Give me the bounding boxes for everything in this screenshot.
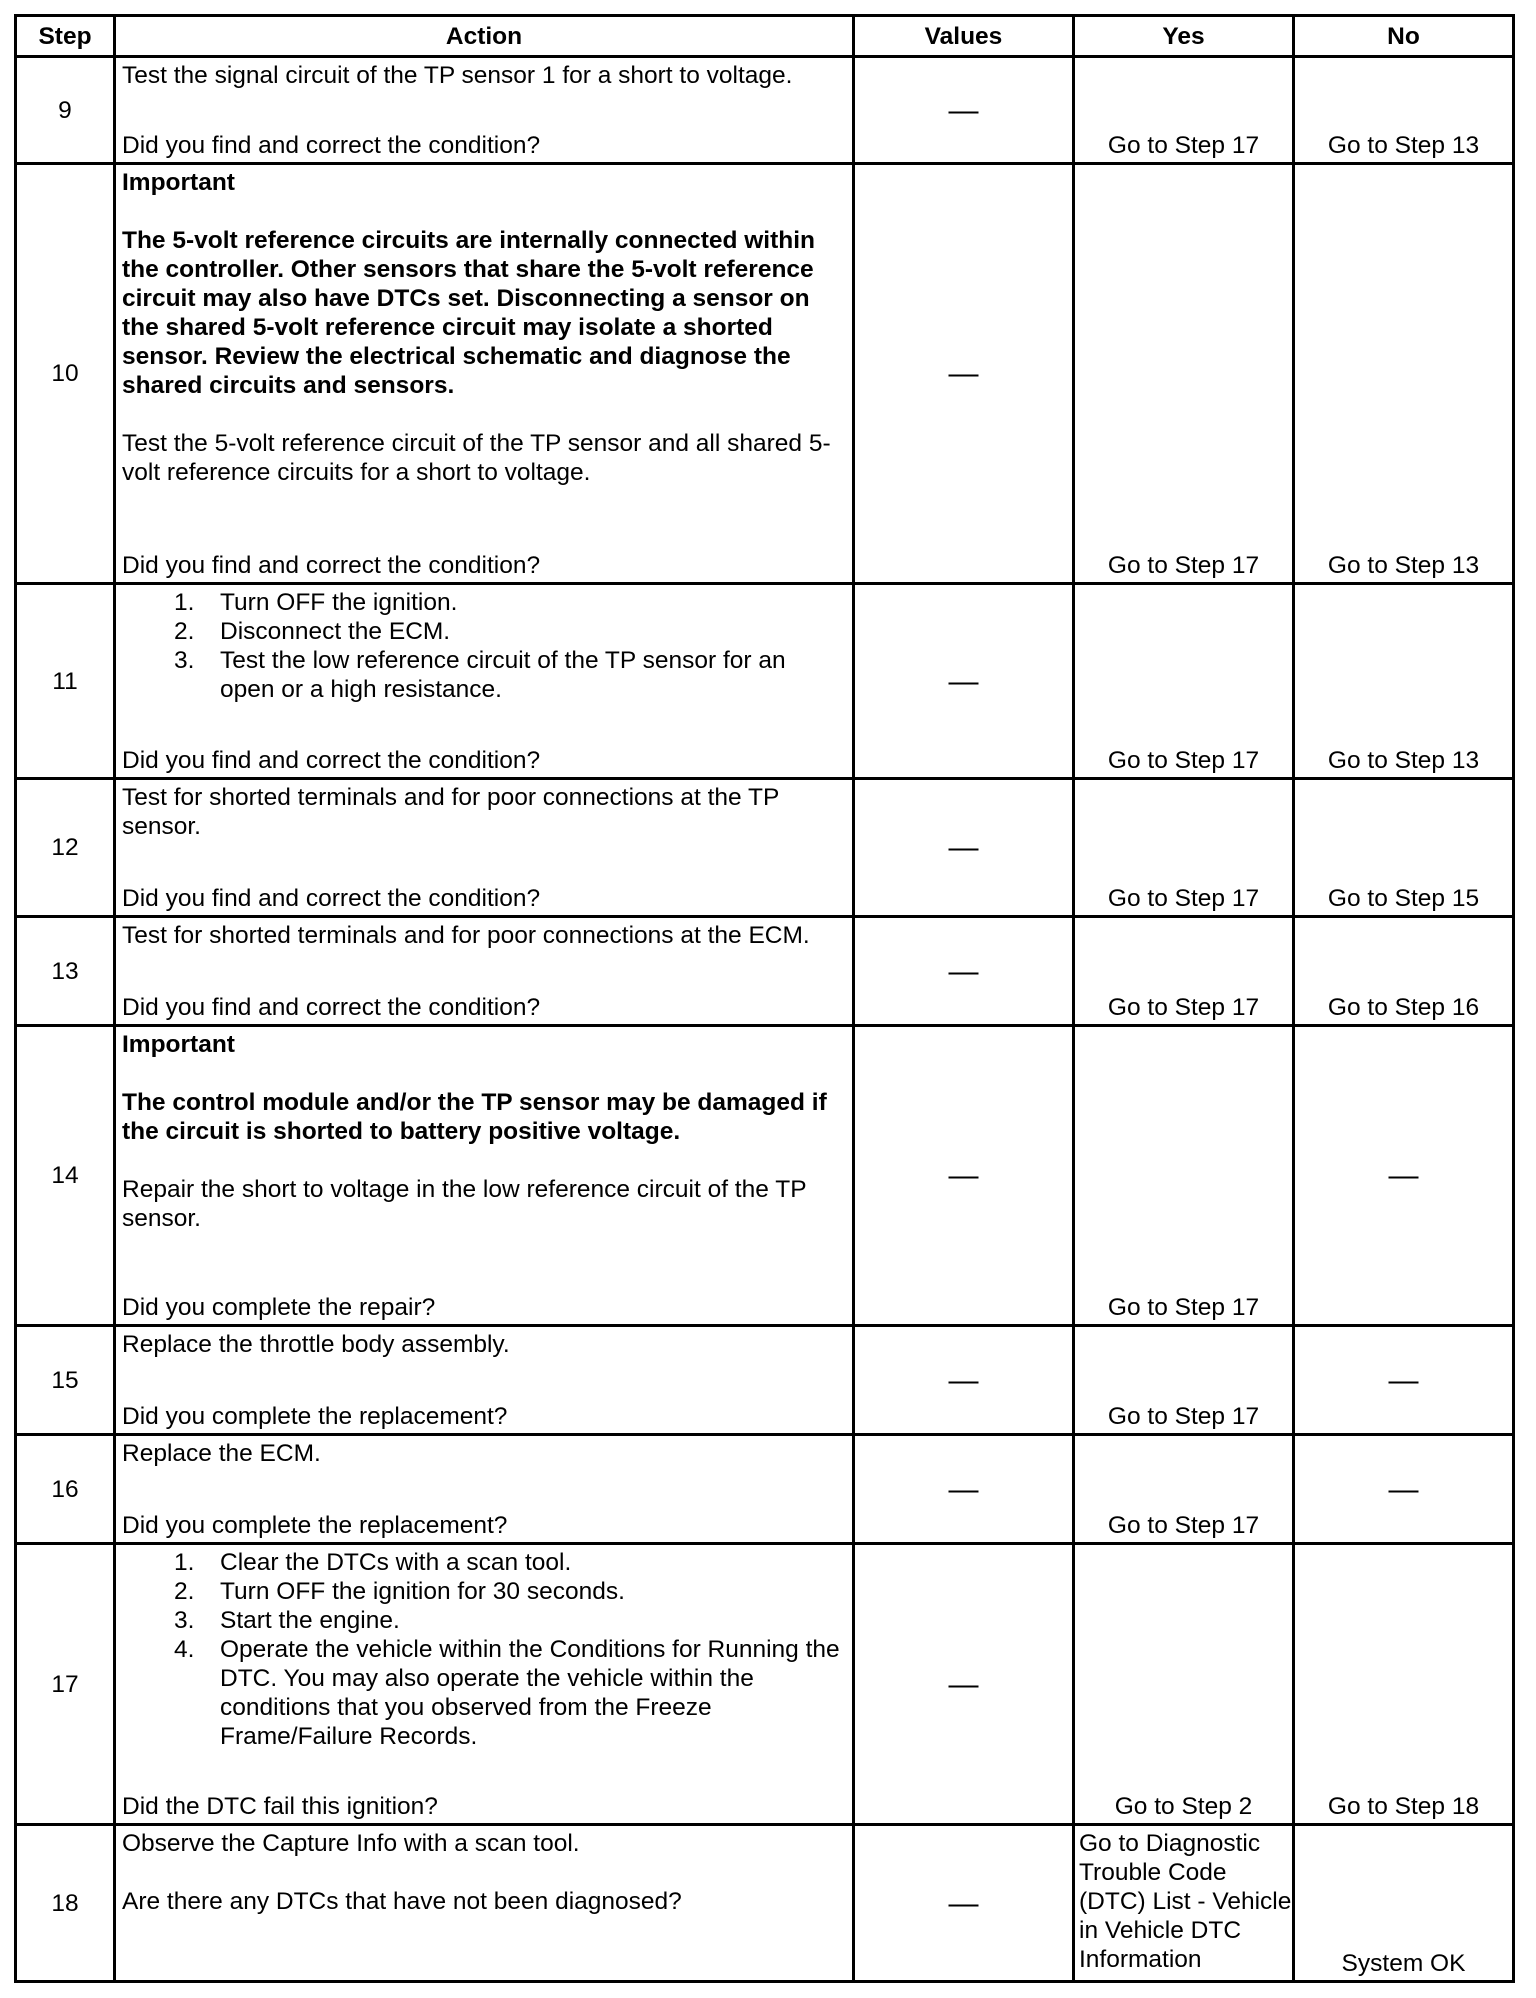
step-number: 13	[16, 917, 115, 1026]
important-note: The control module and/or the TP sensor may be damaged if the circuit is shorted to battery positive voltage.	[122, 1089, 827, 1145]
values-cell: —	[854, 164, 1074, 584]
yes-link[interactable]: Go to Step 2	[1114, 1793, 1253, 1820]
list-item: 1. Turn OFF the ignition.	[174, 589, 458, 616]
step-number: 10	[16, 164, 115, 584]
yes-cell	[1074, 1825, 1294, 1982]
no-result: System OK	[1341, 1950, 1466, 1977]
step-number: 14	[16, 1026, 115, 1326]
header-row	[16, 16, 1514, 57]
diagnostic-table	[14, 14, 1515, 1983]
action-cell	[115, 164, 854, 584]
yes-link[interactable]: Go to Step 17	[1107, 1294, 1260, 1321]
yes-link[interactable]: Go to Step 17	[1107, 1403, 1260, 1430]
no-cell	[1294, 584, 1514, 779]
no-cell: —	[1294, 1026, 1514, 1326]
yes-link[interactable]: Go to Step 17	[1107, 132, 1260, 159]
yes-cell	[1074, 1326, 1294, 1435]
header-values: Values	[854, 16, 1074, 57]
action-question: Did you find and correct the condition?	[122, 552, 541, 579]
action-steps-list	[122, 585, 846, 704]
yes-cell	[1074, 1026, 1294, 1326]
yes-link[interactable]: Go to Step 17	[1107, 885, 1260, 912]
list-item: 1. Clear the DTCs with a scan tool.	[174, 1549, 572, 1576]
action-cell	[115, 1026, 854, 1326]
table-row	[16, 57, 1514, 164]
action-cell	[115, 779, 854, 917]
no-cell	[1294, 1825, 1514, 1982]
action-cell	[115, 1435, 854, 1544]
header-step: Step	[16, 16, 115, 57]
yes-cell	[1074, 57, 1294, 164]
table-row	[16, 917, 1514, 1026]
important-note: The 5-volt reference circuits are internally connected within the controller. Other sensors that share the 5-volt reference circuit may also have DTCs set. Disconnecting a sensor on the shared 5-volt reference circuit may isolate a shorted sensor. Review the electrical schematic and diagnose the shared circuits and sensors.	[122, 227, 816, 399]
no-cell	[1294, 164, 1514, 584]
step-number: 16	[16, 1435, 115, 1544]
values-cell: —	[854, 57, 1074, 164]
yes-link[interactable]: Go to Step 17	[1107, 994, 1260, 1021]
action-question: Did you complete the replacement?	[122, 1512, 508, 1539]
no-cell	[1294, 57, 1514, 164]
no-link[interactable]: Go to Step 18	[1327, 1793, 1480, 1820]
no-cell: —	[1294, 1435, 1514, 1544]
no-link[interactable]: Go to Step 13	[1327, 747, 1480, 774]
action-question: Did you find and correct the condition?	[122, 747, 541, 774]
header-no: No	[1294, 16, 1514, 57]
yes-cell	[1074, 779, 1294, 917]
yes-link[interactable]: Go to Step 17	[1107, 1512, 1260, 1539]
no-link[interactable]: Go to Step 13	[1327, 552, 1480, 579]
values-cell: —	[854, 917, 1074, 1026]
action-question: Did you find and correct the condition?	[122, 132, 541, 159]
no-cell: —	[1294, 1326, 1514, 1435]
step-number: 9	[16, 57, 115, 164]
action-steps-list	[122, 1545, 846, 1751]
action-question: Are there any DTCs that have not been diagnosed?	[122, 1888, 682, 1915]
action-question: Did you complete the repair?	[122, 1294, 436, 1321]
table-row	[16, 1026, 1514, 1326]
yes-cell	[1074, 917, 1294, 1026]
yes-cell	[1074, 1544, 1294, 1825]
header-yes: Yes	[1074, 16, 1294, 57]
list-item: 2. Disconnect the ECM.	[174, 618, 451, 645]
action-text: Replace the throttle body assembly.	[122, 1331, 510, 1358]
step-number: 18	[16, 1825, 115, 1982]
table-row	[16, 1435, 1514, 1544]
list-item: 3. Start the engine.	[174, 1607, 400, 1634]
values-cell: —	[854, 1326, 1074, 1435]
yes-link[interactable]: Go to Diagnostic Trouble Code (DTC) List - Vehicle in Vehicle DTC Information	[1079, 1830, 1292, 1973]
values-cell: —	[854, 1544, 1074, 1825]
values-cell: —	[854, 1825, 1074, 1982]
list-item: 2. Turn OFF the ignition for 30 seconds.	[174, 1578, 625, 1605]
action-cell	[115, 57, 854, 164]
action-question: Did you find and correct the condition?	[122, 994, 541, 1021]
action-text: Replace the ECM.	[122, 1440, 321, 1467]
table-row	[16, 1326, 1514, 1435]
step-number: 15	[16, 1326, 115, 1435]
table-row	[16, 164, 1514, 584]
list-item: 3. Test the low reference circuit of the TP sensor for an open or a high resistance.	[174, 647, 786, 703]
action-text: Test for shorted terminals and for poor connections at the TP sensor.	[122, 784, 779, 840]
yes-cell	[1074, 584, 1294, 779]
header-action: Action	[115, 16, 854, 57]
important-heading: Important	[122, 169, 235, 196]
action-question: Did you complete the replacement?	[122, 1403, 508, 1430]
action-text: Repair the short to voltage in the low reference circuit of the TP sensor.	[122, 1176, 807, 1232]
action-question: Did you find and correct the condition?	[122, 885, 541, 912]
no-link[interactable]: Go to Step 15	[1327, 885, 1480, 912]
yes-link[interactable]: Go to Step 17	[1107, 552, 1260, 579]
table-row	[16, 1825, 1514, 1982]
action-question: Did the DTC fail this ignition?	[122, 1793, 438, 1820]
step-number: 11	[16, 584, 115, 779]
values-cell: —	[854, 1026, 1074, 1326]
action-text: Test the 5-volt reference circuit of the TP sensor and all shared 5-volt reference circuits for a short to voltage.	[122, 430, 831, 486]
values-cell: —	[854, 779, 1074, 917]
no-cell	[1294, 917, 1514, 1026]
list-item: 4. Operate the vehicle within the Conditions for Running the DTC. You may also operate the vehicle within the conditions that you observed from the Freeze Frame/Failure Records.	[174, 1636, 840, 1750]
table-row	[16, 779, 1514, 917]
yes-cell	[1074, 164, 1294, 584]
yes-cell	[1074, 1435, 1294, 1544]
table-row	[16, 1544, 1514, 1825]
values-cell: —	[854, 1435, 1074, 1544]
no-cell	[1294, 1544, 1514, 1825]
step-number: 17	[16, 1544, 115, 1825]
action-text: Test for shorted terminals and for poor connections at the ECM.	[122, 922, 810, 949]
action-cell	[115, 1825, 854, 1982]
action-text: Test the signal circuit of the TP sensor 1 for a short to voltage.	[122, 62, 793, 89]
no-cell	[1294, 779, 1514, 917]
step-number: 12	[16, 779, 115, 917]
important-heading: Important	[122, 1031, 235, 1058]
table-row	[16, 584, 1514, 779]
action-text: Observe the Capture Info with a scan tool.	[122, 1830, 580, 1857]
action-cell	[115, 1544, 854, 1825]
action-cell	[115, 1326, 854, 1435]
action-cell	[115, 917, 854, 1026]
yes-link[interactable]: Go to Step 17	[1107, 747, 1260, 774]
values-cell: —	[854, 584, 1074, 779]
no-link[interactable]: Go to Step 16	[1327, 994, 1480, 1021]
action-cell	[115, 584, 854, 779]
no-link[interactable]: Go to Step 13	[1327, 132, 1480, 159]
